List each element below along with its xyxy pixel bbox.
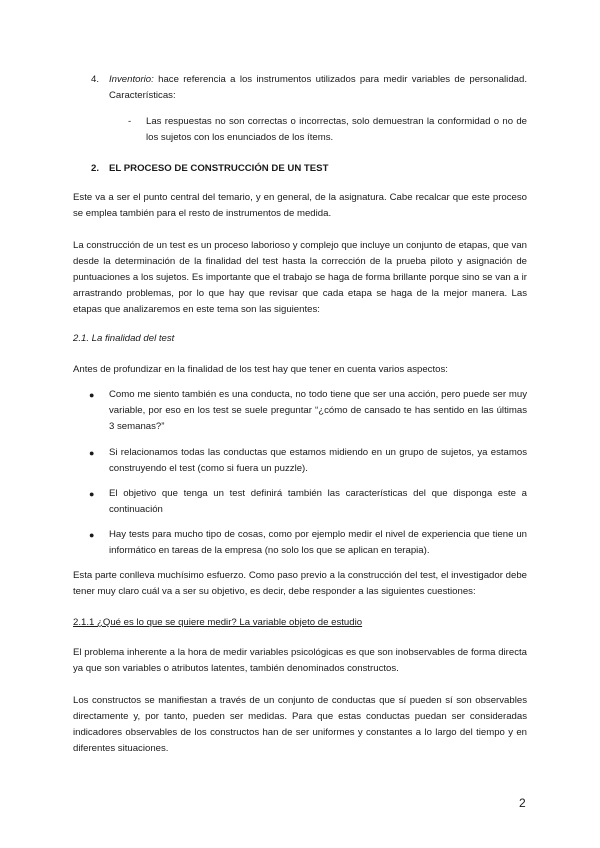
- subsection-title: 2.1. La finalidad del test: [73, 333, 175, 344]
- dash-list-item: [128, 114, 527, 146]
- bullet-item: [73, 527, 527, 559]
- item-number: 4.: [91, 74, 100, 85]
- bullet-text: Como me siento también es una conducta, no todo tiene que ser una acción, pero puede ser muy variable, por eso en los test se suele preguntar “¿cómo de cansado te has sentido en las últimas 3 semanas?”: [109, 389, 527, 432]
- numbered-item-4: [73, 72, 527, 104]
- section-number: 2.: [91, 163, 100, 174]
- item-text: [109, 72, 527, 104]
- page-number: 2: [519, 796, 526, 810]
- bullet-marker: ●: [89, 390, 95, 400]
- section-title: EL PROCESO DE CONSTRUCCIÓN DE UN TEST: [109, 163, 329, 174]
- paragraph: El problema inherente a la hora de medir variables psicológicas es que son inobservables de forma directa ya que son variables o atributos latentes, también denominados constructos.: [73, 647, 527, 674]
- item-description: hace referencia a los instrumentos utilizados para medir variables de personalidad. Características:: [109, 74, 527, 101]
- bullet-item: [73, 445, 527, 477]
- subsection-title: 2.1.1 ¿Qué es lo que se quiere medir? La variable objeto de estudio: [73, 617, 363, 628]
- bullet-item: [73, 486, 527, 518]
- bullet-marker: ●: [89, 448, 95, 458]
- bullet-text: Si relacionamos todas las conductas que estamos midiendo en un grupo de sujetos, ya estamos construyendo el test (como si fuera un puzzle).: [109, 447, 527, 474]
- bullet-text: Hay tests para mucho tipo de cosas, como por ejemplo medir el nivel de experiencia que tiene un informático en tareas de la empresa (no solo los que se aplican en terapia).: [109, 529, 527, 556]
- paragraph: La construcción de un test es un proceso laborioso y complejo que incluye un conjunto de etapas, que van desde la determinación de la finalidad del test hasta la corrección de la prueba piloto y asignación de puntuaciones a los sujetos. Es importante que el trabajo se haga de forma brillante porque sino se van a ir arrastrando problemas, por lo que hay que revisar que cada etapa se haga de la mejor manera. Las etapas que analizaremos en este tema son las siguientes:: [73, 240, 527, 315]
- item-term: Inventorio:: [109, 74, 154, 85]
- bullet-text: El objetivo que tenga un test definirá también las características del que disponga este a continuación: [109, 488, 527, 515]
- paragraph: Antes de profundizar en la finalidad de los test hay que tener en cuenta varios aspectos:: [73, 364, 448, 375]
- bullet-marker: ●: [89, 489, 95, 499]
- bullet-item: [73, 387, 527, 435]
- bullet-marker: ●: [89, 530, 95, 540]
- dash-marker: -: [128, 116, 132, 127]
- paragraph: Los constructos se manifiestan a través de un conjunto de conductas que sí pueden sí son observables directamente y, por tanto, pueden ser medidas. Para que estas conductas puedan ser consideradas indicadores observables de los constructos han de ser uniformes y constantes a lo largo del tiempo y en diferentes situaciones.: [73, 695, 527, 754]
- dash-item-text: Las respuestas no son correctas o incorrectas, solo demuestran la conformidad o no de los sujetos con los enunciados de los ítems.: [146, 116, 527, 143]
- paragraph: Esta parte conlleva muchísimo esfuerzo. Como paso previo a la construcción del test, el investigador debe tener muy claro cuál va a ser su objetivo, es decir, debe responder a las siguientes cuestiones:: [73, 570, 527, 597]
- paragraph: Este va a ser el punto central del temario, y en general, de la asignatura. Cabe recalcar que este proceso se emplea también para el resto de instrumentos de medida.: [73, 192, 527, 219]
